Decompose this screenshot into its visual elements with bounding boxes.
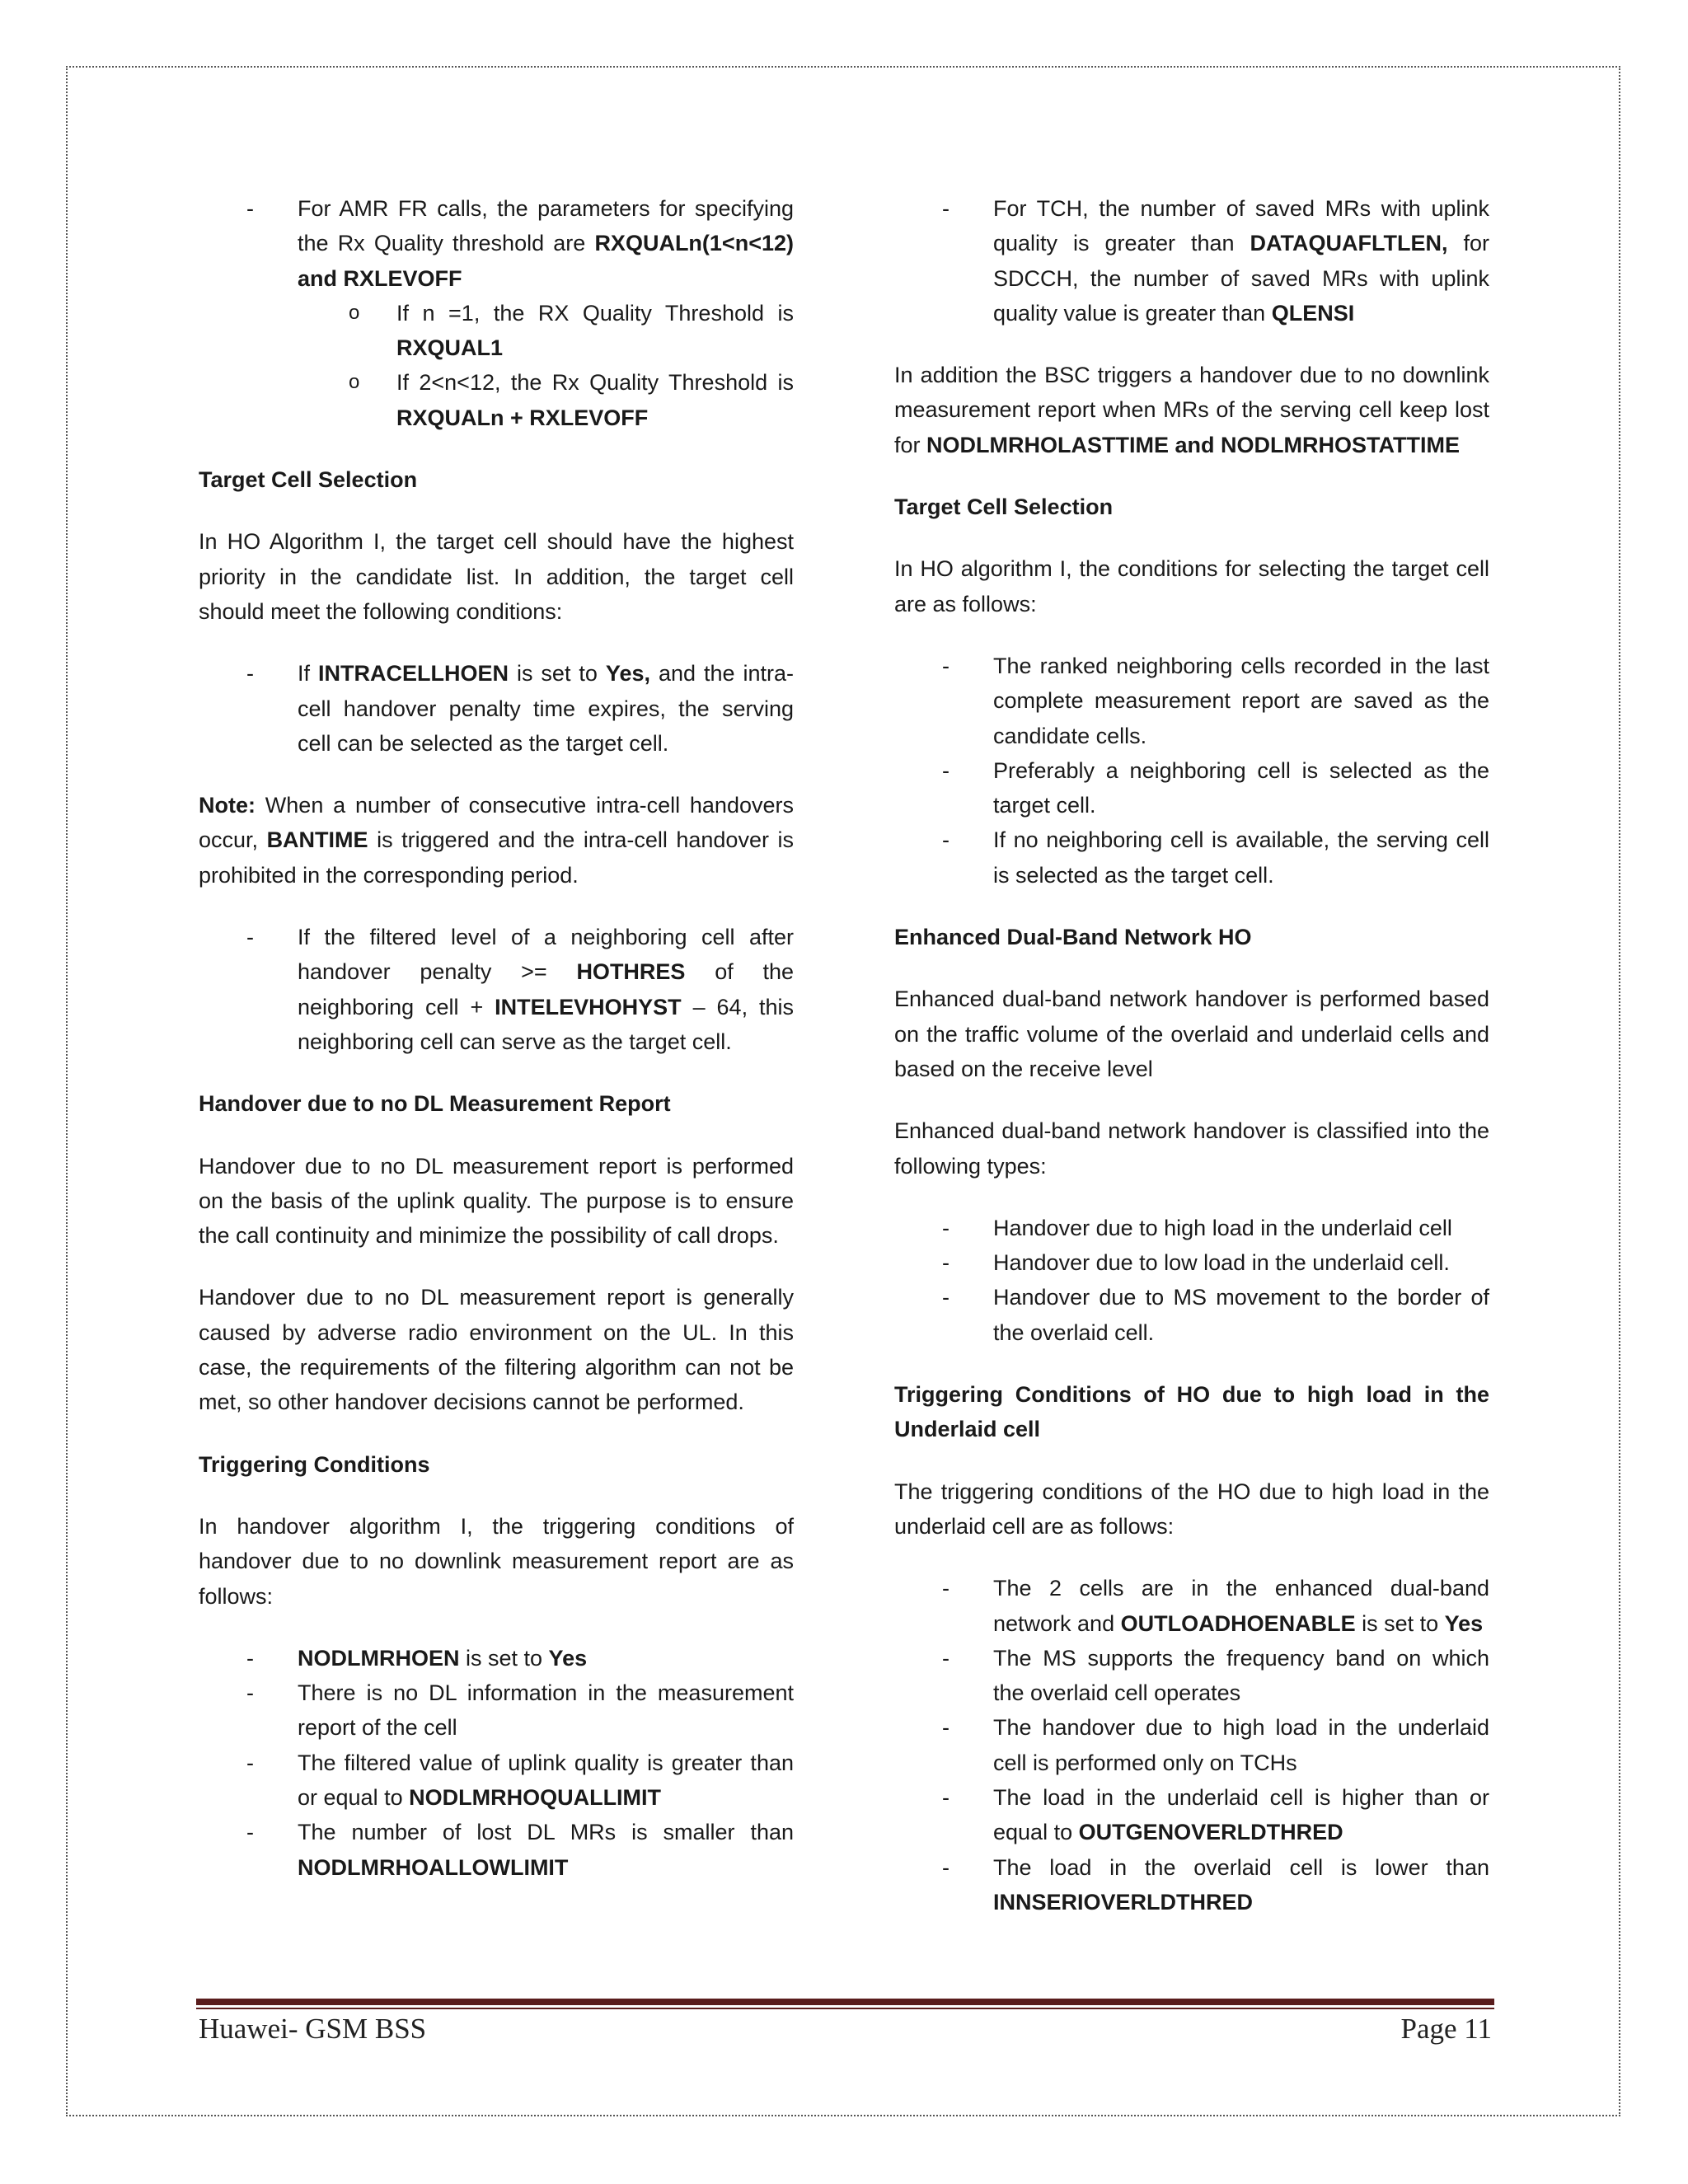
heading-enhanced-dual-band: Enhanced Dual-Band Network HO <box>894 925 1252 950</box>
paragraph: In HO Algorithm I, the target cell should have the highest priority in the candidate list. In addition, the target cell should meet the following conditions: <box>199 529 794 624</box>
list-item: - Handover due to low load in the underlaid cell. <box>894 1245 1489 1280</box>
left-column <box>199 191 794 1912</box>
list-item: - Handover due to high load in the underlaid cell <box>894 1211 1489 1245</box>
list-item: - The load in the overlaid cell is lower than INNSERIOVERLDTHRED <box>894 1850 1489 1920</box>
list-item: - If INTRACELLHOEN is set to Yes, and the intra-cell handover penalty time expires, the serving cell can be selected as the target cell. <box>199 656 794 761</box>
paragraph: Enhanced dual-band network handover is performed based on the traffic volume of the overlaid and underlaid cells and based on the receive level <box>894 987 1489 1081</box>
edb-bullet-list <box>894 1211 1489 1350</box>
list-item: - The number of lost DL MRs is smaller than NODLMRHOALLOWLIMIT <box>199 1815 794 1885</box>
intra-bullet-list <box>199 656 794 761</box>
list-item: - The 2 cells are in the enhanced dual-band network and OUTLOADHOENABLE is set to Yes <box>894 1571 1489 1641</box>
tch-bullet-list <box>894 191 1489 330</box>
list-item: - For TCH, the number of saved MRs with uplink quality is greater than DATAQUAFLTLEN, for SDCCH, the number of saved MRs with uplink quality value is greater than QLENSI <box>894 191 1489 330</box>
list-item: - There is no DL information in the measurement report of the cell <box>199 1675 794 1746</box>
right-column <box>894 191 1489 1947</box>
footer-rule <box>196 1999 1494 2009</box>
paragraph: In handover algorithm I, the triggering conditions of handover due to no downlink measurement report are as follows: <box>199 1513 794 1609</box>
heading-target-cell-selection: Target Cell Selection <box>199 467 418 493</box>
list-item: o If 2<n<12, the Rx Quality Threshold is RXQUALn + RXLEVOFF <box>298 365 794 435</box>
paragraph: In HO algorithm I, the conditions for selecting the target cell are as follows: <box>894 556 1489 616</box>
amr-bullet-list <box>199 191 794 435</box>
paragraph: The triggering conditions of the HO due to high load in the underlaid cell are as follows: <box>894 1479 1489 1539</box>
heading-target-cell-selection: Target Cell Selection <box>894 494 1114 520</box>
paragraph: Enhanced dual-band network handover is classified into the following types: <box>894 1118 1489 1179</box>
list-item: - The filtered value of uplink quality is greater than or equal to NODLMRHOQUALLIMIT <box>199 1746 794 1816</box>
trigger-bullet-list <box>199 1641 794 1885</box>
filter-bullet-list <box>199 920 794 1059</box>
paragraph: Handover due to no DL measurement report is generally caused by adverse radio environment on the UL. In this case, the requirements of the filtering algorithm can not be met, so other handover decisions cannot be performed. <box>199 1285 794 1415</box>
paragraph: Handover due to no DL measurement report is performed on the basis of the uplink quality. The purpose is to ensure the call continuity and minimize the possibility of call drops. <box>199 1153 794 1249</box>
list-item: - Handover due to MS movement to the border of the overlaid cell. <box>894 1280 1489 1350</box>
high-load-bullet-list <box>894 1571 1489 1919</box>
list-item: - NODLMRHOEN is set to Yes <box>199 1641 794 1675</box>
list-item: - If no neighboring cell is available, the serving cell is selected as the target cell. <box>894 823 1489 893</box>
list-item: - The MS supports the frequency band on which the overlaid cell operates <box>894 1641 1489 1711</box>
heading-no-dl-measurement: Handover due to no DL Measurement Report <box>199 1091 671 1117</box>
list-item: - The handover due to high load in the underlaid cell is performed only on TCHs <box>894 1710 1489 1780</box>
list-item: - Preferably a neighboring cell is selected as the target cell. <box>894 753 1489 823</box>
heading-triggering-high-load: Triggering Conditions of HO due to high load in the Underlaid cell <box>894 1382 1489 1442</box>
list-item: - The ranked neighboring cells recorded in the last complete measurement report are saved as the candidate cells. <box>894 649 1489 753</box>
target-bullet-list <box>894 649 1489 893</box>
page-number: Page 11 <box>1400 2013 1492 2045</box>
note-paragraph: Note: When a number of consecutive intra-cell handovers occur, BANTIME is triggered and the intra-cell handover is prohibited in the corresponding period. <box>199 793 794 888</box>
heading-triggering-conditions: Triggering Conditions <box>199 1451 430 1477</box>
list-item: - For AMR FR calls, the parameters for specifying the Rx Quality threshold are RXQUALn(1<n<12) and RXLEVOFF o If n =1, the RX Quality Threshold is RXQUAL1 o If 2<n<12, the Rx Quality Threshold is RXQUALn + RXLEVOFF <box>199 191 794 435</box>
sub-list <box>298 296 794 435</box>
list-item: o If n =1, the RX Quality Threshold is RXQUAL1 <box>298 296 794 366</box>
list-item: - If the filtered level of a neighboring cell after handover penalty >= HOTHRES of the neighboring cell + INTELEVHOHYST – 64, this neighboring cell can serve as the target cell. <box>199 920 794 1059</box>
paragraph: In addition the BSC triggers a handover due to no downlink measurement report when MRs of the serving cell keep lost for NODLMRHOLASTTIME and NODLMRHOSTATTIME <box>894 363 1489 457</box>
list-item: - The load in the underlaid cell is higher than or equal to OUTGENOVERLDTHRED <box>894 1780 1489 1850</box>
footer-title: Huawei- GSM BSS <box>199 2013 427 2045</box>
